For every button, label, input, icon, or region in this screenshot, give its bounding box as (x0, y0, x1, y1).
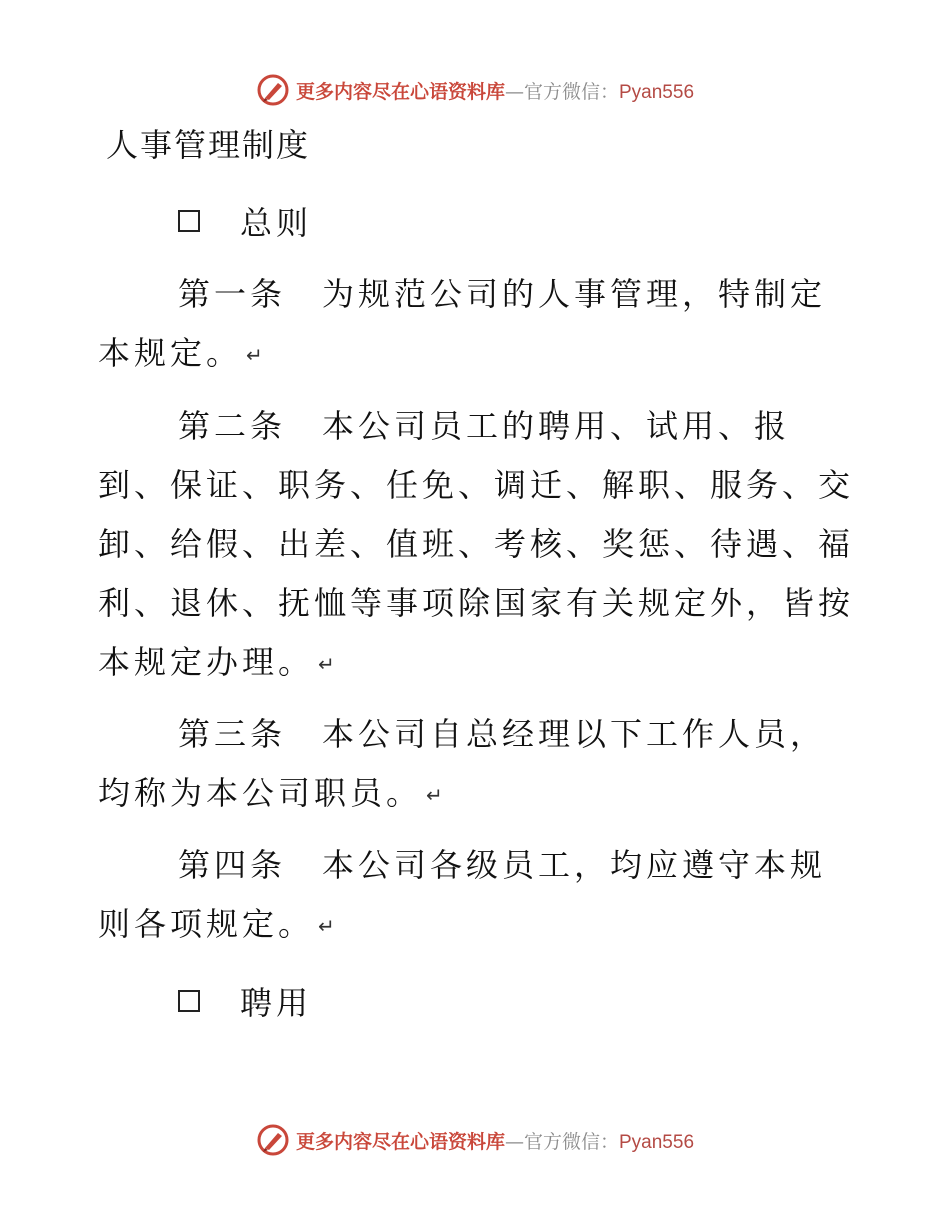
article-number: 第一条 (178, 275, 287, 313)
watermark-footer (0, 1120, 950, 1160)
watermark-label: 官方微信： (523, 80, 619, 103)
watermark-text (296, 1127, 694, 1154)
section-label: 总则 (240, 204, 313, 242)
article-text: 为规范公司的人事管理，特制定本规定。 (98, 275, 827, 372)
paragraph-mark-icon: ↵ (246, 343, 263, 367)
article-number: 第三条 (178, 715, 287, 753)
article-3 (98, 705, 858, 825)
paragraph-mark-icon: ↵ (426, 783, 443, 807)
checkbox-square-icon (178, 990, 200, 1012)
paragraph-mark-icon: ↵ (318, 914, 335, 938)
article-number: 第二条 (178, 407, 287, 445)
watermark-brand: 更多内容尽在心语资料库 (295, 1130, 505, 1153)
section-heading-employment (178, 978, 312, 1024)
article-text: 本公司员工的聘用、试用、报到、保证、职务、任免、调迁、解职、服务、交卸、给假、出差、值班、考核、奖惩、待遇、福利、退休、抚恤等事项除国家有关规定外，皆按本规定办理。 (98, 407, 855, 681)
watermark-label: 官方微信： (523, 1130, 619, 1153)
section-label: 聘用 (240, 984, 313, 1022)
watermark-text (296, 77, 694, 104)
article-4 (98, 836, 858, 956)
document-title: 人事管理制度 (106, 126, 311, 164)
pen-logo-icon (256, 1123, 290, 1157)
section-heading-general (178, 198, 312, 244)
article-1 (98, 265, 858, 385)
watermark-id: Pyan556 (619, 81, 695, 103)
pen-logo-icon (256, 73, 290, 107)
article-2 (98, 397, 858, 694)
watermark-header (0, 70, 950, 110)
watermark-dash: — (504, 1130, 524, 1153)
watermark-brand: 更多内容尽在心语资料库 (295, 80, 505, 103)
paragraph-mark-icon: ↵ (318, 652, 335, 676)
article-number: 第四条 (178, 846, 287, 884)
article-text: 本公司自总经理以下工作人员，均称为本公司职员。 (98, 715, 827, 812)
watermark-id: Pyan556 (619, 1131, 695, 1153)
watermark-dash: — (504, 80, 524, 103)
article-text: 本公司各级员工，均应遵守本规则各项规定。 (98, 846, 827, 943)
checkbox-square-icon (178, 210, 200, 232)
